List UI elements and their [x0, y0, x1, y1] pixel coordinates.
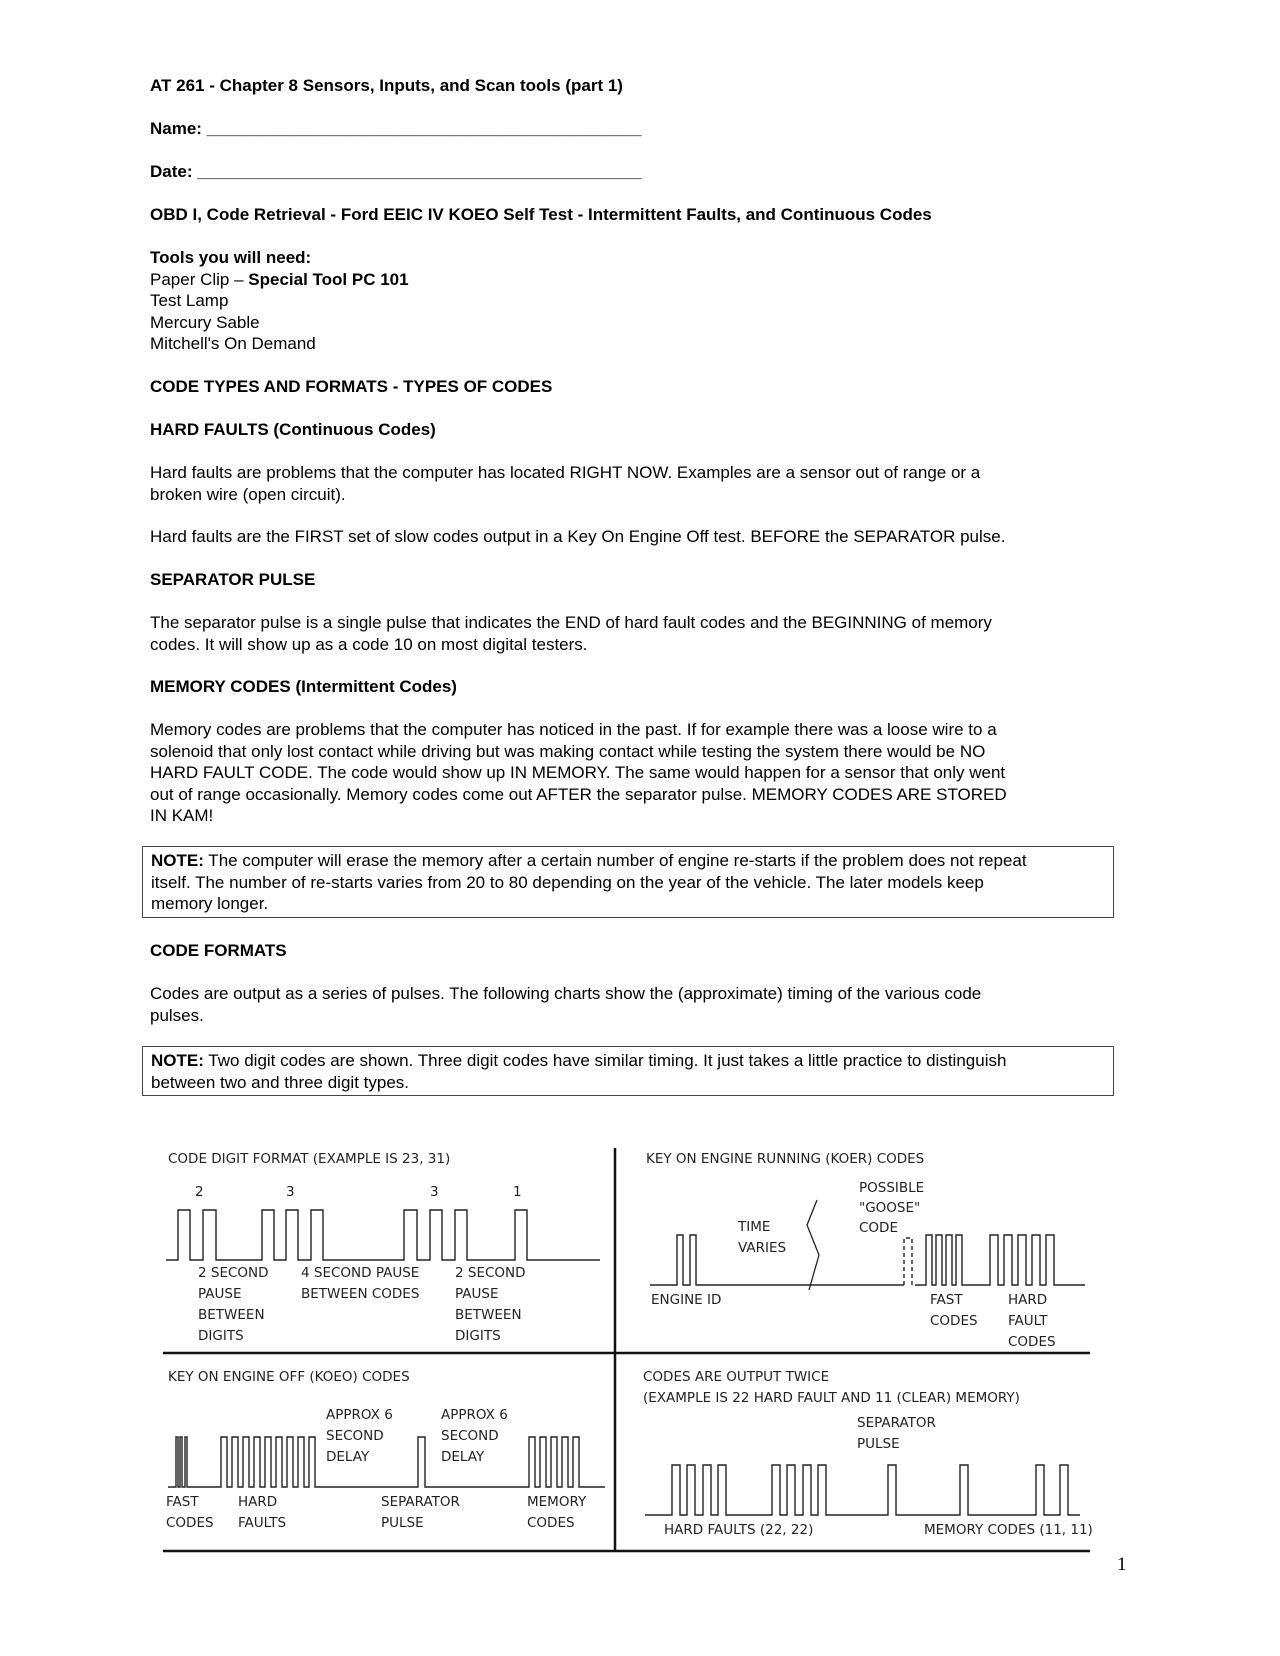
pause-label: DIGITS	[198, 1328, 244, 1344]
delay-label: DELAY	[326, 1449, 370, 1465]
delay-label: APPROX 6	[326, 1407, 393, 1423]
pause-label: BETWEEN	[198, 1307, 265, 1323]
memory-text: HARD FAULT CODE. The code would show up IN MEMORY. The same would happen for a sensor that only went	[150, 763, 1006, 782]
hard-faults-text: broken wire (open circuit).	[150, 484, 346, 504]
pause-label: 2 SECOND	[455, 1265, 526, 1281]
hard-fault-label: CODES	[1008, 1334, 1056, 1350]
panel-title: KEY ON ENGINE OFF (KOEO) CODES	[168, 1369, 410, 1385]
tool-item: Test Lamp	[150, 291, 229, 310]
delay-label: APPROX 6	[441, 1407, 508, 1423]
panel-code-digit-format	[166, 1151, 600, 1344]
fast-codes-label: CODES	[930, 1313, 978, 1329]
panel-koeo-codes	[166, 1369, 605, 1531]
diagram-grid-lines	[163, 1148, 1090, 1551]
hard-faults-label: HARD FAULTS (22, 22)	[664, 1522, 814, 1538]
tools-heading: Tools you will need:	[150, 248, 312, 267]
memory-codes-label: CODES	[527, 1515, 575, 1531]
name-blank: ______________________________________________	[206, 119, 642, 138]
separator-heading: SEPARATOR PULSE	[150, 570, 316, 589]
code-formats-heading: CODE FORMATS	[150, 941, 287, 960]
section-title: OBD I, Code Retrieval - Ford EEIC IV KOEO Self Test - Intermittent Faults, and Continuous Codes	[150, 205, 932, 224]
tool-item: Mitchell's On Demand	[150, 334, 316, 353]
time-varies-label: VARIES	[738, 1240, 787, 1256]
goose-label: POSSIBLE	[859, 1180, 925, 1196]
separator-label: PULSE	[381, 1515, 424, 1531]
panel-title: CODE DIGIT FORMAT (EXAMPLE IS 23, 31)	[168, 1151, 451, 1167]
digit-pulse-train	[166, 1210, 600, 1260]
note-text: itself. The number of re-starts varies from 20 to 80 depending on the year of the vehicle. The later models keep	[151, 872, 984, 892]
memory-codes-label: MEMORY	[527, 1494, 587, 1510]
paperclip-special: Special Tool PC 101	[248, 269, 409, 289]
page-number: 1	[1117, 1554, 1127, 1575]
digit-number: 3	[430, 1184, 439, 1200]
time-varies-label: TIME	[738, 1219, 771, 1235]
digit-number: 3	[286, 1184, 295, 1200]
note-text: between two and three digit types.	[151, 1072, 409, 1092]
memory-text: solenoid that only lost contact while driving but was making contact while testing the system there would be NO	[150, 741, 986, 761]
goose-pulse	[904, 1238, 918, 1285]
fast-codes-label: FAST	[166, 1494, 199, 1510]
delay-label: SECOND	[326, 1428, 384, 1444]
panel-codes-output-twice	[643, 1369, 1093, 1538]
pause-label: PAUSE	[455, 1286, 499, 1302]
delay-label: SECOND	[441, 1428, 499, 1444]
koer-pulse-train	[650, 1235, 1085, 1285]
code-types-heading: CODE TYPES AND FORMATS - TYPES OF CODES	[150, 377, 553, 396]
fast-codes-label: FAST	[930, 1292, 963, 1308]
note-label: NOTE:	[151, 1051, 204, 1070]
doc-title: AT 261 - Chapter 8 Sensors, Inputs, and Scan tools (part 1)	[150, 76, 623, 95]
hard-faults-text: Hard faults are the FIRST set of slow codes output in a Key On Engine Off test. BEFORE the SEPARATOR pulse.	[150, 527, 1006, 546]
panel-koer-codes	[646, 1151, 1085, 1350]
note-text: Two digit codes are shown. Three digit codes have similar timing. It just takes a little practice to distinguish	[203, 1051, 1007, 1070]
delay-label: DELAY	[441, 1449, 485, 1465]
pause-label: 4 SECOND PAUSE	[301, 1265, 420, 1281]
memory-text: IN KAM!	[150, 806, 214, 825]
panel-title: (EXAMPLE IS 22 HARD FAULT AND 11 (CLEAR) MEMORY)	[643, 1390, 1020, 1406]
separator-text: The separator pulse is a single pulse that indicates the END of hard fault codes and the BEGINNING of memory	[150, 613, 992, 632]
memory-heading: MEMORY CODES (Intermittent Codes)	[150, 677, 457, 696]
goose-label: "GOOSE"	[859, 1200, 921, 1216]
pause-label: PAUSE	[198, 1286, 242, 1302]
separator-label: SEPARATOR	[381, 1494, 460, 1510]
date-blank: _______________________________________________	[197, 162, 642, 181]
note-label: NOTE:	[151, 851, 204, 870]
goose-label: CODE	[859, 1220, 898, 1236]
code-formats-text: Codes are output as a series of pulses. The following charts show the (approximate) timing of the various code	[150, 984, 982, 1003]
memory-text: out of range occasionally. Memory codes come out AFTER the separator pulse. MEMORY CODES ARE STORED	[150, 784, 1007, 804]
fast-codes-label: CODES	[166, 1515, 214, 1531]
paperclip-text: Paper Clip –	[150, 269, 249, 289]
separator-label: SEPARATOR	[857, 1415, 936, 1431]
time-break-mark	[807, 1200, 819, 1290]
hard-faults-heading: HARD FAULTS (Continuous Codes)	[150, 420, 436, 439]
koeo-pulse-train	[168, 1437, 605, 1487]
hard-faults-label: HARD	[238, 1494, 278, 1510]
tool-item: Mercury Sable	[150, 312, 260, 332]
digit-number: 2	[195, 1184, 204, 1200]
note-text: memory longer.	[151, 894, 269, 913]
hard-fault-label: FAULT	[1008, 1313, 1048, 1329]
code-formats-text: pulses.	[150, 1005, 204, 1025]
date-label: Date:	[150, 162, 193, 181]
note-text: The computer will erase the memory after a certain number of engine re-starts if the problem does not repeat	[203, 851, 1027, 870]
hard-fault-label: HARD	[1008, 1292, 1048, 1308]
name-label: Name:	[150, 119, 202, 138]
separator-label: PULSE	[857, 1436, 900, 1452]
twice-pulse-train	[645, 1465, 1080, 1515]
panel-title: KEY ON ENGINE RUNNING (KOER) CODES	[646, 1151, 925, 1167]
hard-faults-text: Hard faults are problems that the computer has located RIGHT NOW. Examples are a sensor out of range or a	[150, 463, 981, 482]
hard-faults-label: FAULTS	[238, 1515, 287, 1531]
separator-text: codes. It will show up as a code 10 on most digital testers.	[150, 634, 588, 654]
memory-codes-label: MEMORY CODES (11, 11)	[924, 1522, 1093, 1538]
pause-label: BETWEEN CODES	[301, 1286, 420, 1302]
pause-label: BETWEEN	[455, 1307, 522, 1323]
engine-id-label: ENGINE ID	[651, 1292, 722, 1308]
panel-title: CODES ARE OUTPUT TWICE	[643, 1369, 830, 1385]
pause-label: DIGITS	[455, 1328, 501, 1344]
digit-number: 1	[513, 1184, 522, 1200]
memory-text: Memory codes are problems that the computer has noticed in the past. If for example there was a loose wire to a	[150, 720, 997, 739]
pause-label: 2 SECOND	[198, 1265, 269, 1281]
